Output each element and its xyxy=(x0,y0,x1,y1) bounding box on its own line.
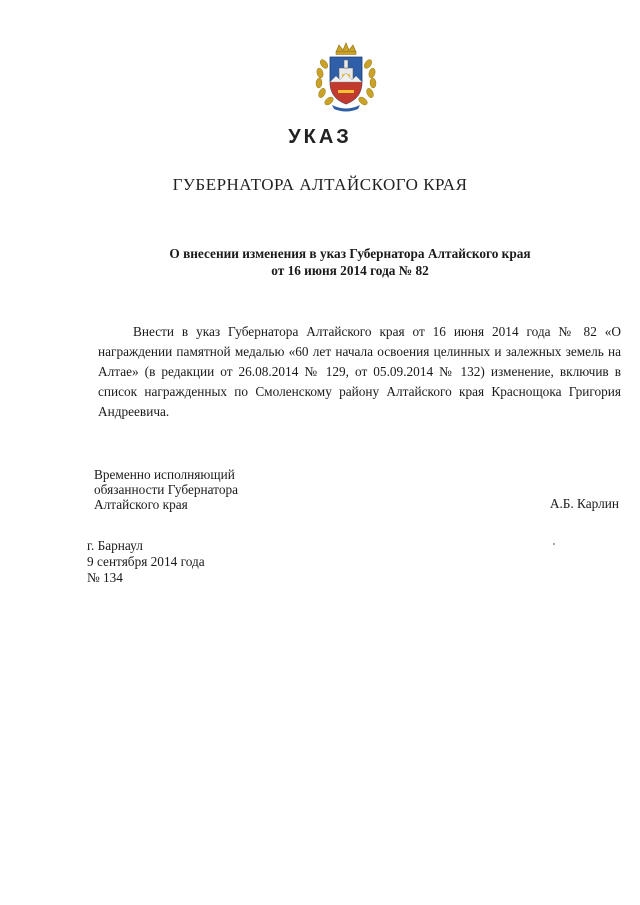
signatory-title-line-3: Алтайского края xyxy=(94,497,188,512)
heading-line-1: О внесении изменения в указ Губернатора Алтайского края xyxy=(169,246,531,261)
decree-heading xyxy=(60,245,640,279)
document-subtitle: ГУБЕРНАТОРА АЛТАЙСКОГО КРАЯ xyxy=(172,175,468,194)
document-title: УКАЗ xyxy=(288,126,352,148)
footer-date: 9 сентября 2014 года xyxy=(87,554,205,569)
footer-number: № 134 xyxy=(87,570,123,585)
signatory-title-line-1: Временно исполняющий xyxy=(94,467,235,482)
signatory-title-line-2: обязанности Губернатора xyxy=(94,482,239,497)
footer-place: г. Барнаул xyxy=(87,538,143,553)
decree-footer xyxy=(87,538,205,586)
coat-of-arms-icon xyxy=(312,42,380,112)
signatory-name: А.Б. Карлин xyxy=(549,496,619,511)
heading-line-2: от 16 июня 2014 года № 82 xyxy=(271,263,429,278)
scan-speck xyxy=(553,543,555,545)
signatory-title xyxy=(94,467,238,512)
decree-body: Внести в указ Губернатора Алтайского края от 16 июня 2014 года № 82 «О награждении памятной медалью «60 лет начала освоения целинных и залежных земель на Алтае» (в редакции от 26.08.2014 № 129, от 05.09.2014 № 132) изменение, включив в список награжденных по Смоленскому району Алтайского края Краснощока Григория Андреевича. xyxy=(98,324,621,419)
